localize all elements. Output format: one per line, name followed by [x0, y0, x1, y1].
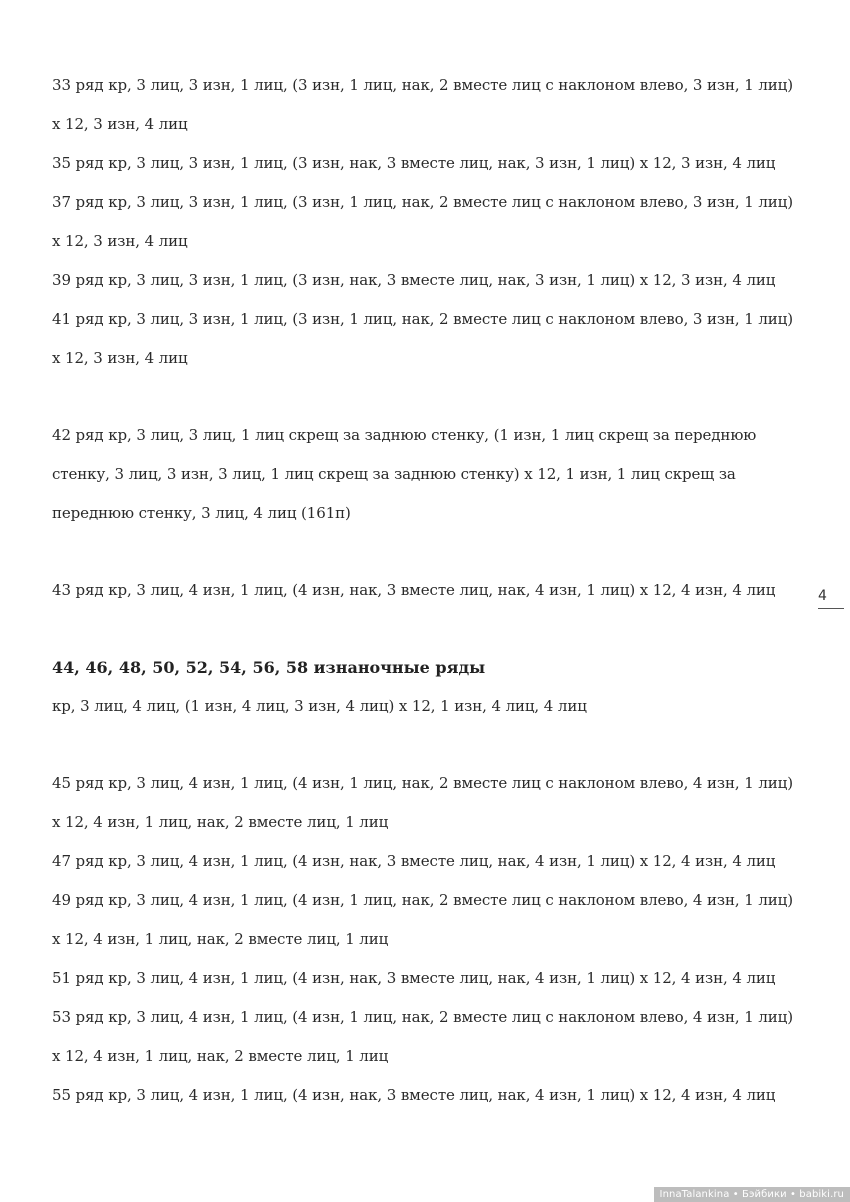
- row-line: 37 ряд кр, 3 лиц, 3 изн, 1 лиц, (3 изн, 1 лиц, нак, 2 вместе лиц с наклоном влево, 3 изн, 1 лиц): [52, 193, 793, 211]
- rows-block-4: [52, 764, 812, 1115]
- row-line: х 12, 3 изн, 4 лиц: [52, 349, 188, 367]
- row-line: х 12, 3 изн, 4 лиц: [52, 232, 188, 250]
- row-line: 35 ряд кр, 3 лиц, 3 изн, 1 лиц, (3 изн, нак, 3 вместе лиц, нак, 3 изн, 1 лиц) х 12, 3 изн, 4 лиц: [52, 154, 776, 172]
- row-line: 33 ряд кр, 3 лиц, 3 изн, 1 лиц, (3 изн, 1 лиц, нак, 2 вместе лиц с наклоном влево, 3 изн, 1 лиц): [52, 76, 793, 94]
- row-line: х 12, 4 изн, 1 лиц, нак, 2 вместе лиц, 1 лиц: [52, 930, 389, 948]
- row-line: 53 ряд кр, 3 лиц, 4 изн, 1 лиц, (4 изн, 1 лиц, нак, 2 вместе лиц с наклоном влево, 4 изн, 1 лиц): [52, 1008, 793, 1026]
- spacer: [52, 726, 812, 764]
- rows-block-1: [52, 66, 812, 378]
- row-line: х 12, 4 изн, 1 лиц, нак, 2 вместе лиц, 1 лиц: [52, 1047, 389, 1065]
- row-line: х 12, 3 изн, 4 лиц: [52, 115, 188, 133]
- document-body: [52, 66, 812, 1115]
- row-line: 43 ряд кр, 3 лиц, 4 изн, 1 лиц, (4 изн, нак, 3 вместе лиц, нак, 4 изн, 1 лиц) х 12, 4 изн, 4 лиц: [52, 581, 776, 599]
- row-line: 39 ряд кр, 3 лиц, 3 изн, 1 лиц, (3 изн, нак, 3 вместе лиц, нак, 3 изн, 1 лиц) х 12, 3 изн, 4 лиц: [52, 271, 776, 289]
- row-line: переднюю стенку, 3 лиц, 4 лиц (161п): [52, 504, 351, 522]
- row-line: 47 ряд кр, 3 лиц, 4 изн, 1 лиц, (4 изн, нак, 3 вместе лиц, нак, 4 изн, 1 лиц) х 12, 4 изн, 4 лиц: [52, 852, 776, 870]
- watermark: InnaTalankina • Бэйбики • babiki.ru: [654, 1187, 850, 1202]
- purl-rows-text: кр, 3 лиц, 4 лиц, (1 изн, 4 лиц, 3 изн, 4 лиц) х 12, 1 изн, 4 лиц, 4 лиц: [52, 697, 587, 715]
- row-line: 45 ряд кр, 3 лиц, 4 изн, 1 лиц, (4 изн, 1 лиц, нак, 2 вместе лиц с наклоном влево, 4 изн, 1 лиц): [52, 774, 793, 792]
- row-line: 51 ряд кр, 3 лиц, 4 изн, 1 лиц, (4 изн, нак, 3 вместе лиц, нак, 4 изн, 1 лиц) х 12, 4 изн, 4 лиц: [52, 969, 776, 987]
- row-line: 42 ряд кр, 3 лиц, 3 лиц, 1 лиц скрещ за заднюю стенку, (1 изн, 1 лиц скрещ за переднюю: [52, 426, 757, 444]
- row-line: х 12, 4 изн, 1 лиц, нак, 2 вместе лиц, 1 лиц: [52, 813, 389, 831]
- row-line: 55 ряд кр, 3 лиц, 4 изн, 1 лиц, (4 изн, нак, 3 вместе лиц, нак, 4 изн, 1 лиц) х 12, 4 изн, 4 лиц: [52, 1086, 776, 1104]
- rows-block-3: [52, 571, 812, 610]
- row-line: 41 ряд кр, 3 лиц, 3 изн, 1 лиц, (3 изн, 1 лиц, нак, 2 вместе лиц с наклоном влево, 3 изн, 1 лиц): [52, 310, 793, 328]
- row-line: стенку, 3 лиц, 3 изн, 3 лиц, 1 лиц скрещ за заднюю стенку) х 12, 1 изн, 1 лиц скрещ за: [52, 465, 736, 483]
- page-number: 4: [818, 588, 844, 609]
- purl-rows-heading: 44, 46, 48, 50, 52, 54, 56, 58 изнаночные ряды: [52, 658, 486, 677]
- spacer: [52, 610, 812, 648]
- spacer: [52, 533, 812, 571]
- row-line: 49 ряд кр, 3 лиц, 4 изн, 1 лиц, (4 изн, 1 лиц, нак, 2 вместе лиц с наклоном влево, 4 изн, 1 лиц): [52, 891, 793, 909]
- spacer: [52, 378, 812, 416]
- rows-block-2: [52, 416, 812, 533]
